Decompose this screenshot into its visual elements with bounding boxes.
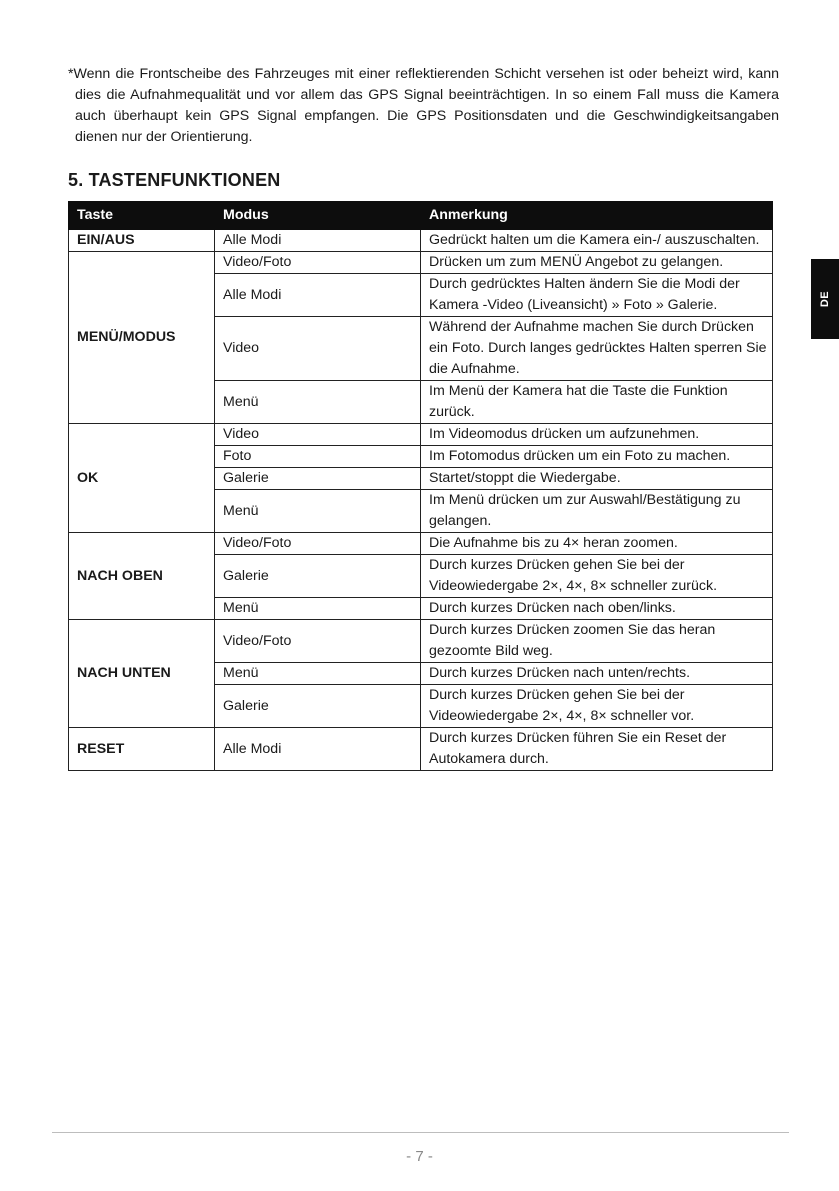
mode-cell: Menü [215, 490, 421, 533]
note-cell: Drücken um zum MENÜ Angebot zu gelangen. [421, 252, 773, 274]
note-cell: Durch kurzes Drücken nach unten/rechts. [421, 663, 773, 685]
note-cell: Durch gedrücktes Halten ändern Sie die Modi der Kamera -Video (Liveansicht) » Foto » Galerie. [421, 274, 773, 317]
mode-cell: Alle Modi [215, 728, 421, 771]
mode-cell: Video [215, 424, 421, 446]
key-ok: OK [69, 424, 215, 533]
page-number: - 7 - [406, 1148, 433, 1165]
key-menu-modus: MENÜ/MODUS [69, 252, 215, 424]
note-cell: Durch kurzes Drücken gehen Sie bei der Videowiedergabe 2×, 4×, 8× schneller vor. [421, 685, 773, 728]
table-row [69, 533, 773, 555]
mode-cell: Video/Foto [215, 533, 421, 555]
mode-cell: Galerie [215, 555, 421, 598]
key-nach-oben: NACH OBEN [69, 533, 215, 620]
note-cell: Startet/stoppt die Wiedergabe. [421, 468, 773, 490]
language-tab-label: DE [819, 290, 831, 308]
key-ein-aus: EIN/AUS [69, 230, 215, 252]
note-cell: Gedrückt halten um die Kamera ein-/ auszuschalten. [421, 230, 773, 252]
mode-cell: Alle Modi [215, 274, 421, 317]
note-cell: Im Videomodus drücken um aufzunehmen. [421, 424, 773, 446]
table-row [69, 252, 773, 274]
key-reset: RESET [69, 728, 215, 771]
note-cell: Durch kurzes Drücken zoomen Sie das heran gezoomte Bild weg. [421, 620, 773, 663]
mode-cell: Alle Modi [215, 230, 421, 252]
mode-cell: Galerie [215, 468, 421, 490]
mode-cell: Menü [215, 381, 421, 424]
mode-cell: Video/Foto [215, 252, 421, 274]
mode-cell: Video/Foto [215, 620, 421, 663]
key-nach-unten: NACH UNTEN [69, 620, 215, 728]
mode-cell: Video [215, 317, 421, 381]
note-cell: Im Menü der Kamera hat die Taste die Funktion zurück. [421, 381, 773, 424]
section-title: 5. TASTENFUNKTIONEN [68, 170, 281, 190]
language-tab [811, 259, 839, 339]
gps-footnote: *Wenn die Frontscheibe des Fahrzeuges mit einer reflektierenden Schicht versehen ist oder beheizt wird, kann dies die Aufnahmequalität und vor allem das GPS Signal beeinträchtigen. In so einem Fall muss die Kamera auch überhaupt kein GPS Signal empfangen. Die GPS Positionsdaten und die Geschwindigkeitsangaben dienen nur der Orientierung. [68, 66, 779, 145]
table-header-row [69, 202, 773, 230]
table-row [69, 424, 773, 446]
footer-divider [52, 1132, 789, 1133]
note-cell: Im Fotomodus drücken um ein Foto zu machen. [421, 446, 773, 468]
table-row [69, 728, 773, 771]
note-cell: Im Menü drücken um zur Auswahl/Bestätigung zu gelangen. [421, 490, 773, 533]
mode-cell: Galerie [215, 685, 421, 728]
header-modus: Modus [215, 202, 421, 230]
header-taste: Taste [69, 202, 215, 230]
note-cell: Durch kurzes Drücken führen Sie ein Reset der Autokamera durch. [421, 728, 773, 771]
table-row [69, 620, 773, 663]
note-cell: Die Aufnahme bis zu 4× heran zoomen. [421, 533, 773, 555]
note-cell: Durch kurzes Drücken gehen Sie bei der Videowiedergabe 2×, 4×, 8× schneller zurück. [421, 555, 773, 598]
mode-cell: Menü [215, 663, 421, 685]
note-cell: Während der Aufnahme machen Sie durch Drücken ein Foto. Durch langes gedrücktes Halten sperren Sie die Aufnahme. [421, 317, 773, 381]
table-row [69, 230, 773, 252]
key-functions-table [68, 201, 773, 771]
mode-cell: Menü [215, 598, 421, 620]
note-cell: Durch kurzes Drücken nach oben/links. [421, 598, 773, 620]
mode-cell: Foto [215, 446, 421, 468]
header-anmerkung: Anmerkung [421, 202, 773, 230]
